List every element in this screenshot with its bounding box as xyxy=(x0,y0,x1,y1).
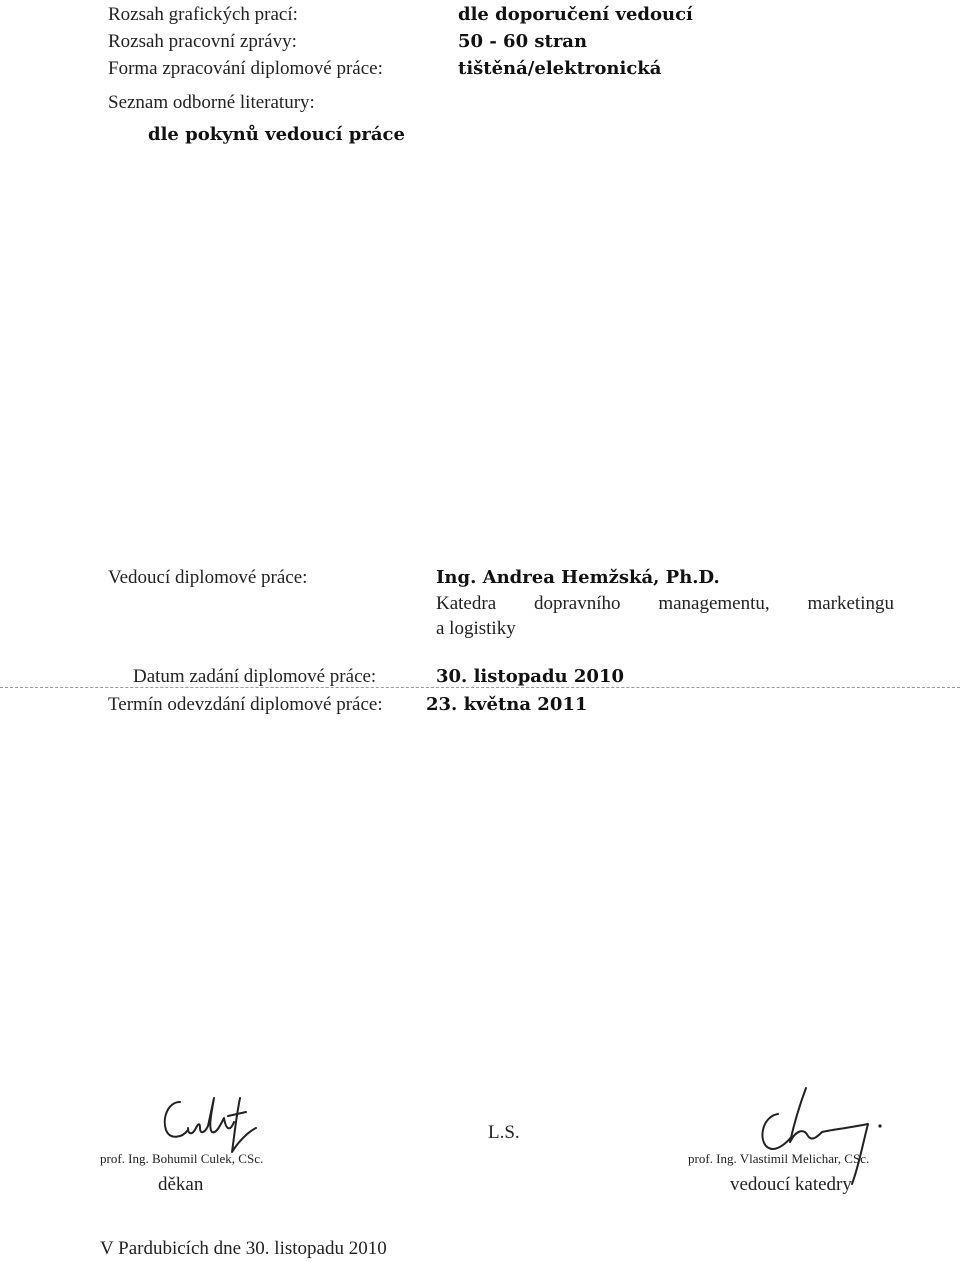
dept-word-4: marketingu xyxy=(807,593,894,614)
assigned-date-label: Datum zadání diplomové práce: xyxy=(133,666,377,687)
thesis-form-value: tištěná/elektronická xyxy=(458,58,662,79)
scope-graphics-value: dle doporučení vedoucí xyxy=(458,4,693,25)
assigned-date-value: 30. listopadu 2010 xyxy=(436,666,624,687)
supervisor-name: Ing. Andrea Hemžská, Ph.D. xyxy=(436,567,720,588)
literature-label: Seznam odborné literatury: xyxy=(108,92,315,113)
supervisor-department xyxy=(436,593,894,615)
dean-signature xyxy=(158,1088,268,1158)
due-date-label: Termín odevzdání diplomové práce: xyxy=(108,694,383,715)
literature-value: dle pokynů vedoucí práce xyxy=(148,124,405,145)
thesis-form-label: Forma zpracování diplomové práce: xyxy=(108,58,383,79)
dept-word-3: managementu, xyxy=(658,593,770,614)
supervisor-department-line2: a logistiky xyxy=(436,618,516,639)
dept-word-1: Katedra xyxy=(436,593,497,614)
scope-graphics-label: Rozsah grafických prací: xyxy=(108,4,298,25)
department-head-title: vedoucí katedry xyxy=(730,1174,852,1195)
dept-word-2: dopravního xyxy=(533,593,621,614)
place-and-date: V Pardubicích dne 30. listopadu 2010 xyxy=(100,1238,387,1259)
supervisor-label: Vedoucí diplomové práce: xyxy=(108,567,308,588)
dean-name: prof. Ing. Bohumil Culek, CSc. xyxy=(100,1151,264,1166)
scope-report-value: 50 - 60 stran xyxy=(458,31,588,52)
department-head-name: prof. Ing. Vlastimil Melichar, CSc. xyxy=(688,1151,870,1166)
scope-report-label: Rozsah pracovní zprávy: xyxy=(108,31,297,52)
due-date-value: 23. května 2011 xyxy=(426,694,588,715)
seal-placeholder: L.S. xyxy=(488,1122,520,1143)
dean-title: děkan xyxy=(158,1174,204,1195)
